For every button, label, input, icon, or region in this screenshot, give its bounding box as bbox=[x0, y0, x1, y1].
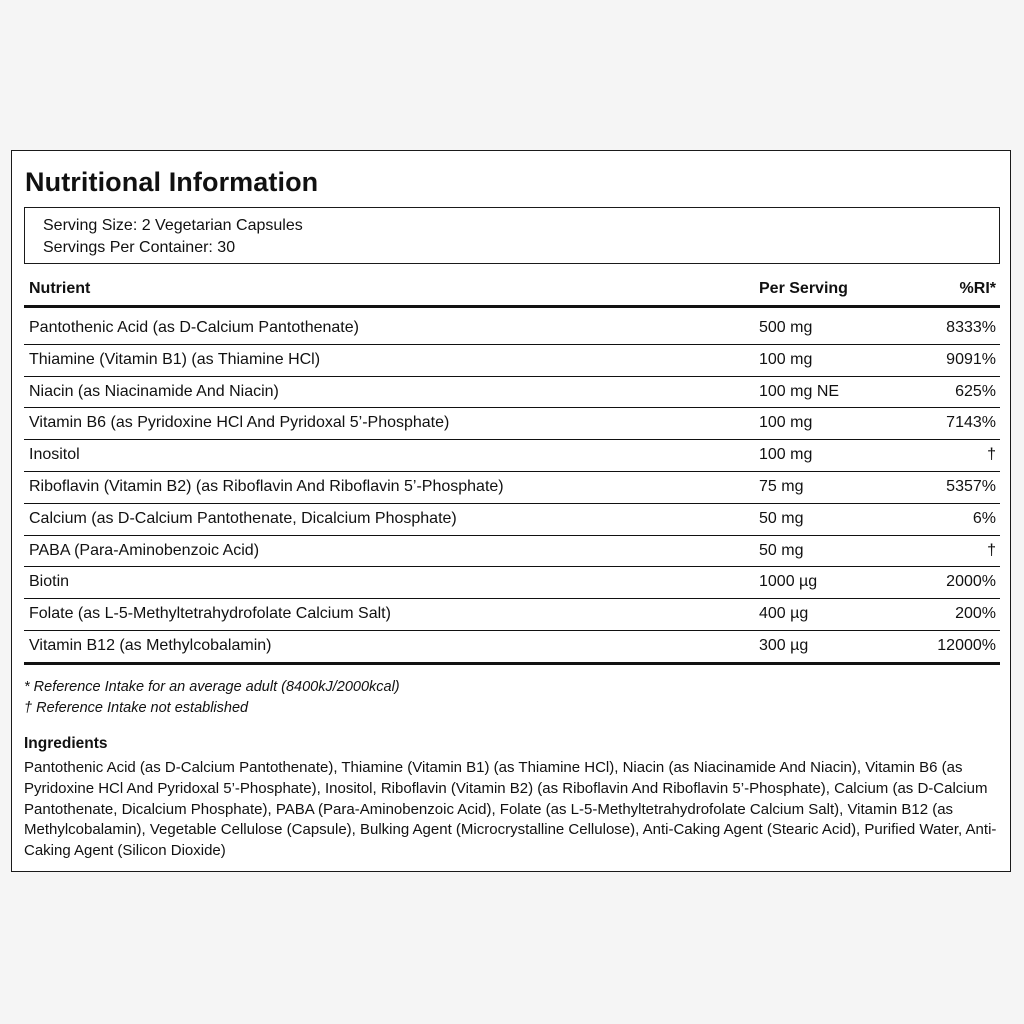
column-header-nutrient: Nutrient bbox=[29, 280, 91, 297]
servings-per-container: Servings Per Container: 30 bbox=[43, 239, 236, 256]
ingredients-text: Pantothenic Acid (as D-Calcium Pantothenate), Thiamine (Vitamin B1) (as Thiamine HCl), Niacin (as Niacinamide And Niacin), Vitamin B6 (as Pyridoxine HCl And Pyridoxal 5’-Phosphate), Inositol, Riboflavin (Vitamin B2) (as Riboflavin And Riboflavin 5’-Phosphate), Calcium (as D-Calcium Pantothenate, Dicalcium Phosphate), PABA (Para-Aminobenzoic Acid), Folate (as L-5-Methyltetrahydrofolate Calcium Salt), Vitamin B12 (as Methylcobalamin), Vegetable Cellulose (Capsule), Bulking Agent (Microcrystalline Cellulose), Anti-Caking Agent (Stearic Acid), Purified Water, Anti-Caking Agent (Silicon Dioxide) bbox=[24, 759, 997, 860]
ingredients-heading: Ingredients bbox=[24, 735, 108, 752]
ri-value: 2000% bbox=[946, 573, 996, 591]
per-serving-value: 400 µg bbox=[759, 605, 809, 623]
table-row bbox=[24, 313, 1000, 345]
nutrient-name: Vitamin B12 (as Methylcobalamin) bbox=[29, 636, 272, 654]
per-serving-value: 50 mg bbox=[759, 541, 804, 559]
serving-info-box bbox=[24, 207, 1000, 264]
table-row bbox=[24, 377, 1000, 409]
nutrient-name: PABA (Para-Aminobenzoic Acid) bbox=[29, 541, 260, 559]
ri-value: 9091% bbox=[946, 350, 996, 368]
per-serving-value: 1000 µg bbox=[759, 573, 818, 591]
table-row bbox=[24, 440, 1000, 472]
per-serving-value: 100 mg bbox=[759, 414, 813, 432]
nutrient-name: Pantothenic Acid (as D-Calcium Pantothenate) bbox=[29, 319, 359, 336]
per-serving-value: 100 mg bbox=[759, 446, 813, 464]
ri-value: 12000% bbox=[937, 636, 996, 654]
ri-value: 625% bbox=[955, 382, 996, 400]
per-serving-value: 75 mg bbox=[759, 477, 804, 495]
table-header bbox=[24, 273, 1000, 308]
column-header-ri: %RI* bbox=[959, 280, 996, 297]
nutrient-name: Biotin bbox=[29, 573, 70, 591]
page-title: Nutritional Information bbox=[25, 167, 319, 197]
nutrition-panel bbox=[11, 150, 1011, 872]
column-header-per-serving: Per Serving bbox=[759, 280, 848, 297]
nutrient-name: Niacin (as Niacinamide And Niacin) bbox=[29, 382, 279, 400]
table-row bbox=[24, 631, 1000, 665]
reference-intake-note: * Reference Intake for an average adult (8400kJ/2000kcal) bbox=[24, 679, 400, 695]
ri-value: † bbox=[987, 541, 996, 559]
serving-size: Serving Size: 2 Vegetarian Capsules bbox=[43, 217, 303, 234]
ri-value: 7143% bbox=[946, 414, 996, 432]
per-serving-value: 100 mg NE bbox=[759, 382, 840, 400]
ri-value: 8333% bbox=[946, 319, 996, 336]
per-serving-value: 500 mg bbox=[759, 319, 813, 336]
ri-value: 200% bbox=[955, 605, 996, 623]
table-row bbox=[24, 567, 1000, 599]
ri-value: 6% bbox=[972, 509, 996, 527]
table-row bbox=[24, 599, 1000, 631]
nutrient-name: Thiamine (Vitamin B1) (as Thiamine HCl) bbox=[29, 350, 321, 368]
table-row bbox=[24, 345, 1000, 377]
not-established-note: † Reference Intake not established bbox=[24, 700, 249, 716]
nutrition-table bbox=[24, 273, 1000, 665]
ri-value: † bbox=[987, 446, 996, 464]
nutrient-name: Riboflavin (Vitamin B2) (as Riboflavin And Riboflavin 5’-Phosphate) bbox=[29, 477, 504, 495]
per-serving-value: 100 mg bbox=[759, 350, 813, 368]
table-row bbox=[24, 472, 1000, 504]
table-row bbox=[24, 408, 1000, 440]
nutrient-name: Vitamin B6 (as Pyridoxine HCl And Pyridoxal 5’-Phosphate) bbox=[29, 414, 450, 432]
table-row bbox=[24, 536, 1000, 568]
per-serving-value: 300 µg bbox=[759, 636, 809, 654]
table-row bbox=[24, 504, 1000, 536]
nutrient-name: Folate (as L-5-Methyltetrahydrofolate Calcium Salt) bbox=[29, 605, 391, 623]
ri-value: 5357% bbox=[946, 477, 996, 495]
nutrient-name: Calcium (as D-Calcium Pantothenate, Dicalcium Phosphate) bbox=[29, 509, 457, 527]
nutrient-name: Inositol bbox=[29, 446, 80, 464]
footnotes bbox=[24, 677, 400, 719]
per-serving-value: 50 mg bbox=[759, 509, 804, 527]
